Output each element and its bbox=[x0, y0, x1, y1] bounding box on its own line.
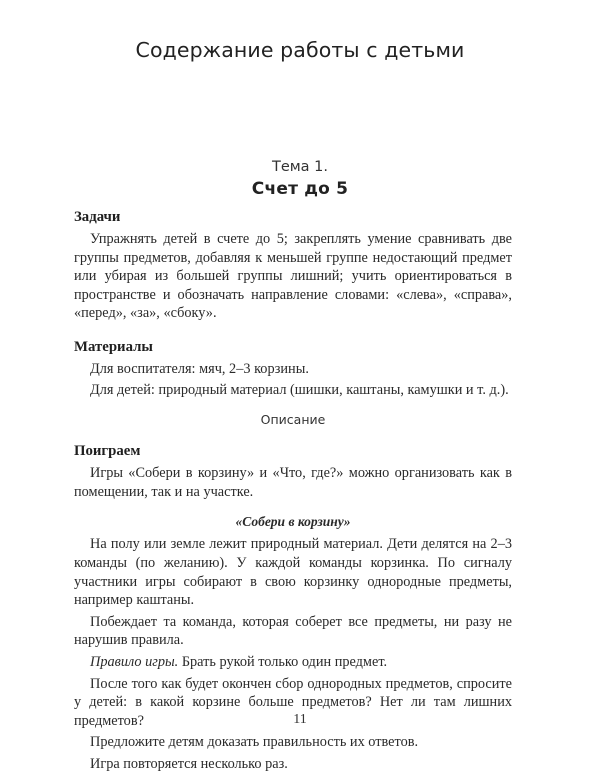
materials-heading: Материалы bbox=[74, 338, 153, 355]
topic-name: Счет до 5 bbox=[251, 179, 349, 199]
materials-children: Для детей: природный материал (шишки, каштаны, камушки и т. д.). bbox=[90, 381, 509, 398]
chapter-title: Содержание работы с детьми bbox=[135, 38, 465, 62]
game-rule-text: Брать рукой только один предмет. bbox=[178, 653, 388, 670]
game-title: «Собери в корзину» bbox=[235, 514, 351, 530]
game-rule-label: Правило игры. bbox=[90, 653, 179, 670]
topic-header bbox=[0, 157, 600, 201]
play-heading: Поиграем bbox=[74, 443, 141, 460]
materials-teacher: Для воспитателя: мяч, 2–3 корзины. bbox=[90, 360, 309, 377]
game-paragraph: Предложите детям доказать правильность их ответов. bbox=[90, 734, 419, 751]
page-content bbox=[74, 207, 512, 776]
tasks-text: Упражнять детей в счете до 5; закреплять умение сравнивать две группы предметов, добавляя к меньшей группе недостающий предмет или убирая из большей группы лишний; учить ориентироваться в пространстве и обозначать направление словами: «слева», «справа», «перед», «за», «сбоку». bbox=[74, 231, 512, 322]
game-paragraph: Побеждает та команда, которая соберет все предметы, ни разу не нарушив правила. bbox=[74, 613, 512, 649]
play-intro: Игры «Собери в корзину» и «Что, где?» можно организовать как в помещении, так и на участке. bbox=[74, 465, 512, 500]
tasks-heading: Задачи bbox=[74, 209, 121, 225]
topic-label: Тема 1. bbox=[271, 159, 329, 175]
game-paragraph: На полу или земле лежит природный материал. Дети делятся на 2–3 команды (по желанию). У каждой команды корзинка. По сигналу участники игры собирают в свою корзинку однородные предметы, например каштаны. bbox=[74, 536, 512, 609]
description-label: Описание bbox=[260, 412, 326, 428]
game-rule bbox=[74, 653, 512, 672]
game-paragraph: После того как будет окончен сбор однородных предметов, спросите у детей: в какой корзине больше предметов? Нет ли там лишних предметов? bbox=[74, 675, 512, 729]
page-number: 11 bbox=[293, 712, 307, 727]
game-paragraph: Игра повторяется несколько раз. bbox=[90, 755, 288, 772]
